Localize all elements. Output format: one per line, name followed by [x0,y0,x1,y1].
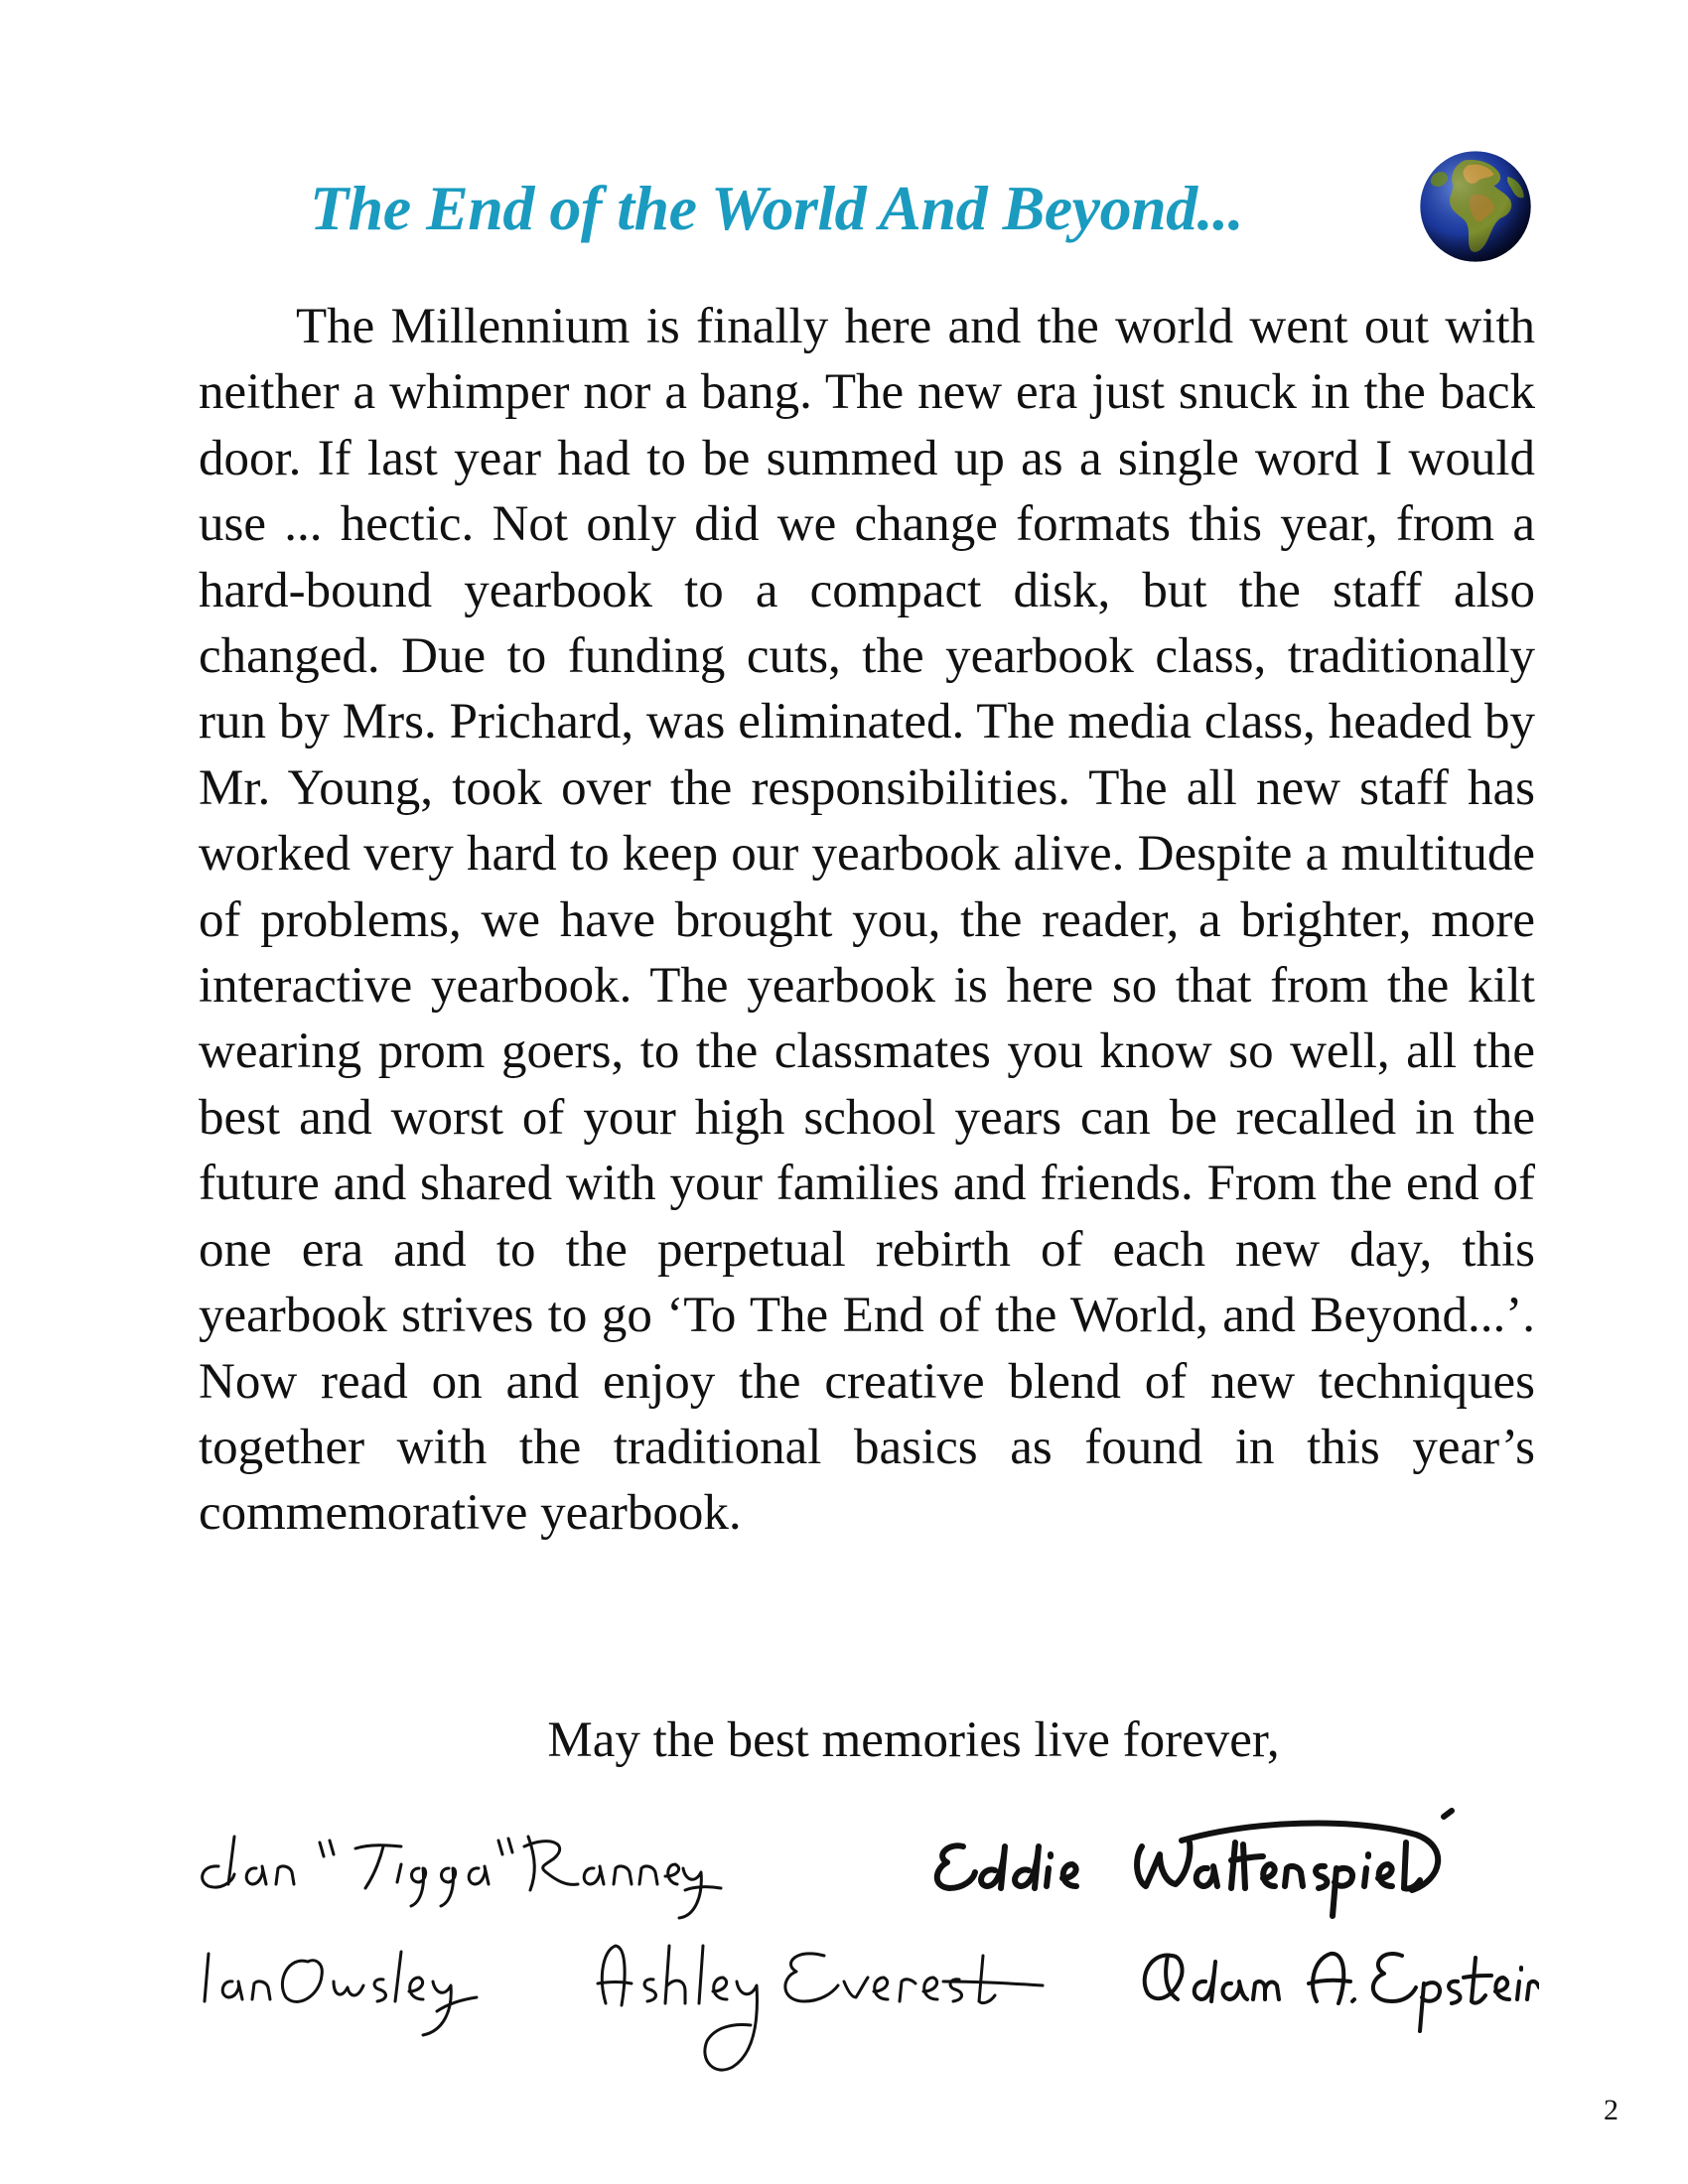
signature-ashley-everest [598,1946,1043,2070]
globe-icon [1418,149,1533,264]
closing-line: May the best memories live forever, [547,1712,1280,1768]
staff-signatures [189,1807,1539,2085]
signature-eddie-waltenspiel [937,1811,1452,1916]
signature-ian-ranney [203,1837,721,1918]
page-title: The End of the World And Beyond... [310,173,1244,243]
signature-ian-owsley [205,1952,477,2035]
page-number: 2 [1604,2094,1618,2126]
intro-paragraph: The Millennium is finally here and the world went out with neither a whimper nor a bang. The new era just snuck in the back door. If last year had to be summed up as a single word I would use ... hectic. Not only did we change formats this year, from a hard-bound yearbook to a compact disk, but the staff also changed. Due to funding cuts, the yearbook class, traditionally run by Mrs. Prichard, was eliminated. The media class, headed by Mr. Young, took over the responsibilities. The all new staff has worked very hard to keep our yearbook alive. Despite a multitude of problems, we have brought you, the reader, a brighter, more interactive yearbook. The yearbook is here so that from the kilt wearing prom goers, to the classmates you know so well, all the best and worst of your high school years can be recalled in the future and shared with your families and friends. From the end of one era and to the perpetual rebirth of each new day, this yearbook strives to go ‘To The End of the World, and Beyond...’. Now read on and enjoy the creative blend of new techniques together with the traditional basics as found in this year’s commemorative yearbook. [199,299,1535,1542]
signature-adam-epstein [1145,1954,1539,2031]
